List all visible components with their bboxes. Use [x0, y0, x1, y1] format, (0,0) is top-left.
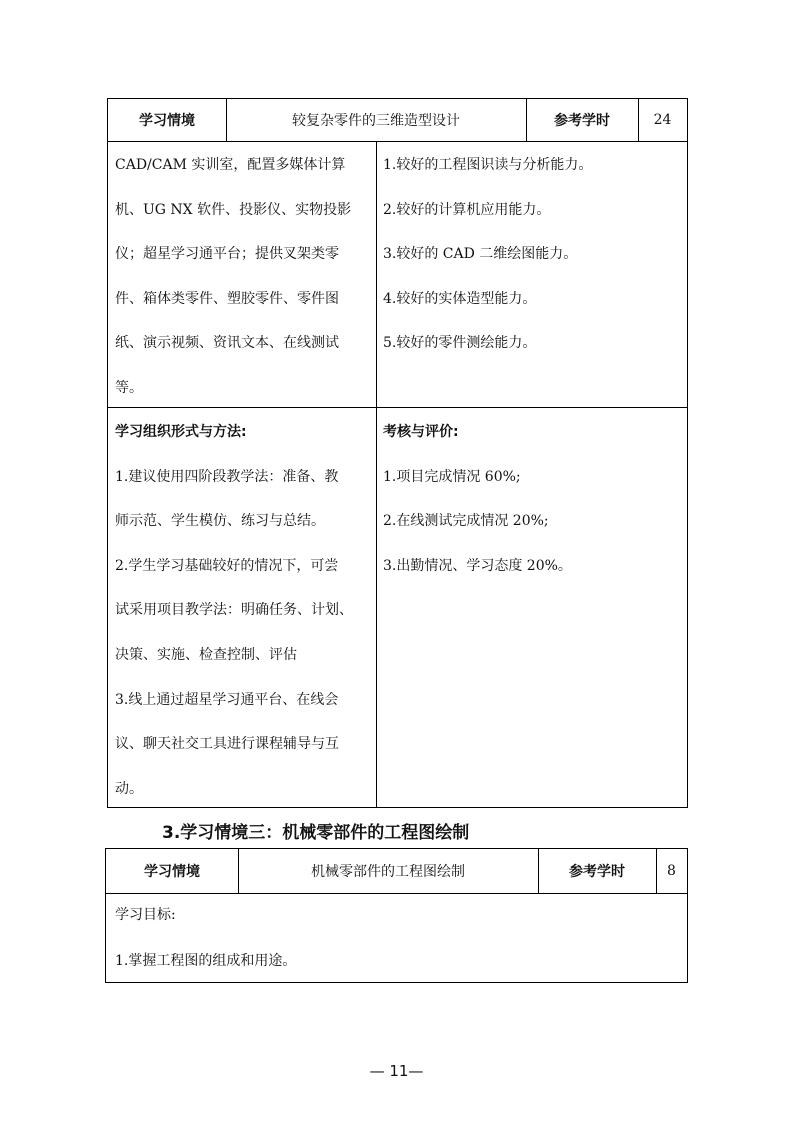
- section-title: 3.学习情境三：机械零部件的工程图绘制: [162, 823, 470, 843]
- assessment-line: 2.在线测试完成情况 20%;: [383, 513, 549, 530]
- methods-title: 学习组织形式与方法:: [115, 424, 247, 440]
- resources-line: 纸、演示视频、资讯文本、在线测试: [115, 335, 339, 352]
- header-situation-title: 较复杂零件的三维造型设计: [292, 113, 460, 129]
- ability-line: 4.较好的实体造型能力。: [383, 290, 537, 307]
- abilities-text: [383, 143, 592, 366]
- methods-line: 师示范、学生模仿、练习与总结。: [115, 513, 325, 530]
- situation-table-3: [105, 848, 688, 983]
- goal-title: 学习目标:: [115, 907, 176, 923]
- methods-line: 议、聊天社交工具进行课程辅导与互: [115, 736, 339, 753]
- resources-text: [115, 143, 351, 411]
- resources-line: CAD/CAM 实训室，配置多媒体计算: [115, 157, 346, 173]
- header-label-situation: 学习情境: [139, 113, 195, 129]
- ability-line: 3.较好的 CAD 二维绘图能力。: [383, 246, 578, 263]
- header-label-hours: 参考学时: [554, 113, 610, 129]
- header-label-hours: 参考学时: [569, 864, 625, 880]
- ability-line: 1.较好的工程图识读与分析能力。: [383, 157, 593, 173]
- goal-line: 1.掌握工程图的组成和用途。: [115, 953, 297, 969]
- resources-line: 件、箱体类零件、塑胶零件、零件图: [115, 290, 339, 307]
- ability-line: 2.较好的计算机应用能力。: [383, 201, 551, 218]
- methods-text: [115, 410, 353, 811]
- header-hours-value: 8: [667, 863, 676, 879]
- methods-line: 决策、实施、检查控制、评估: [115, 646, 297, 663]
- methods-line: 动。: [115, 780, 143, 797]
- header-label-situation: 学习情境: [144, 864, 200, 880]
- header-hours-value: 24: [653, 112, 672, 128]
- methods-line: 2.学生学习基础较好的情况下，可尝: [115, 557, 339, 574]
- methods-line: 3.线上通过超星学习通平台、在线会: [115, 691, 339, 708]
- methods-line: 试采用项目教学法：明确任务、计划、: [115, 602, 353, 619]
- resources-line: 机、UG NX 软件、投影仪、实物投影: [115, 201, 352, 218]
- assessment-title: 考核与评价:: [383, 424, 459, 440]
- header-situation-title: 机械零部件的工程图绘制: [311, 864, 465, 880]
- methods-line: 1.建议使用四阶段教学法：准备、教: [115, 468, 339, 485]
- page-number: — 11—: [369, 1062, 424, 1080]
- ability-line: 5.较好的零件测绘能力。: [383, 335, 537, 352]
- assessment-line: 3.出勤情况、学习态度 20%。: [383, 557, 572, 574]
- situation-table-2: [107, 98, 688, 808]
- resources-line: 仪；超星学习通平台；提供叉架类零: [115, 246, 339, 263]
- assessment-text: [383, 410, 572, 588]
- resources-line: 等。: [115, 379, 143, 396]
- assessment-line: 1.项目完成情况 60%;: [383, 468, 521, 485]
